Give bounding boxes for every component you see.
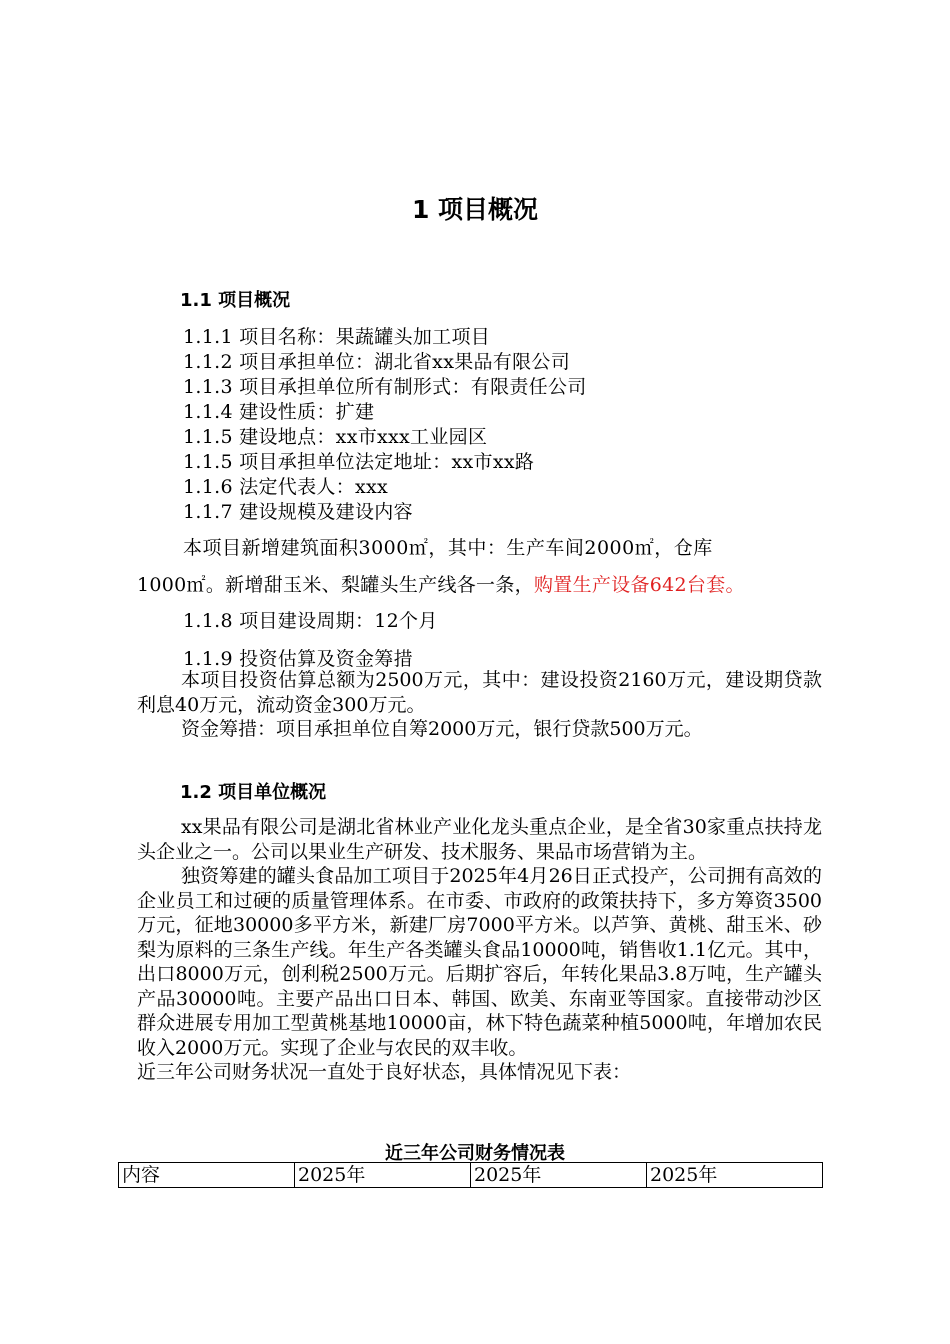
equipment-highlight: 购置生产设备642台套。 [533,574,745,596]
scale-paragraph-line-1: 本项目新增建筑面积3000㎡，其中：生产车间2000㎡，仓库 [183,537,713,559]
company-history-paragraph: 独资筹建的罐头食品加工项目于2025年4月26日正式投产，公司拥有高效的企业员工和过硬的质量管理体系。在市委、市政府的政策扶持下，多方筹资3500万元，征地30000多平方米，新建厂房7000平方米。以芦笋、黄桃、甜玉米、砂梨为原料的三条生产线。年生产各类罐头食品10000吨，销售收1.1亿元。其中，出口8000万元，创利税2500万元。后期扩容后，年转化果品3.8万吨，生产罐头产品30000吨。主要产品出口日本、韩国、欧美、东南亚等国家。直接带动沙区群众进展专用加工型黄桃基地10000亩，林下特色蔬菜种植5000吨，年增加农民收入2000万元。实现了企业与农民的双丰收。 [137,865,822,1059]
table-header-cell: 2025年 [647,1163,823,1188]
item-ownership-form: 1.1.3 项目承担单位所有制形式：有限责任公司 [183,376,587,398]
section-1-1-title: 1.1 项目概况 [180,290,291,311]
item-undertaking-unit: 1.1.2 项目承担单位：湖北省xx果品有限公司 [183,351,571,373]
section-1-2-title: 1.2 项目单位概况 [180,782,327,803]
item-project-name: 1.1.1 项目名称：果蔬罐头加工项目 [183,326,491,348]
item-construction-nature: 1.1.4 建设性质：扩建 [183,401,375,423]
financial-table [118,1162,823,1188]
scale-text: 1000㎡。新增甜玉米、梨罐头生产线各一条， [137,574,534,596]
item-legal-address: 1.1.5 项目承担单位法定地址：xx市xx路 [183,451,535,473]
table-caption: 近三年公司财务情况表 [385,1143,565,1164]
item-scale-content-title: 1.1.7 建设规模及建设内容 [183,501,413,523]
item-legal-representative: 1.1.6 法定代表人：xxx [183,476,389,498]
investment-paragraph [137,668,822,742]
scale-paragraph-line-2 [137,570,745,597]
funding-text: 资金筹措：项目承担单位自筹2000万元，银行贷款500万元。 [181,718,703,740]
item-construction-period: 1.1.8 项目建设周期：12个月 [183,610,438,632]
chapter-heading: 1 项目概况 [411,195,539,224]
investment-text: 本项目投资估算总额为2500万元，其中：建设投资2160万元，建设期贷款利息40万元，流动资金300万元。 [137,669,822,716]
item-construction-site: 1.1.5 建设地点：xx市xxx工业园区 [183,426,488,448]
company-overview [137,815,822,1085]
item-investment-title: 1.1.9 投资估算及资金筹措 [183,648,413,670]
finance-intro-paragraph: 近三年公司财务状况一直处于良好状态，具体情况见下表： [137,1061,632,1083]
table-header-cell: 2025年 [295,1163,471,1188]
table-header-cell: 内容 [119,1163,295,1188]
table-header-cell: 2025年 [471,1163,647,1188]
company-intro-paragraph: xx果品有限公司是湖北省林业产业化龙头重点企业，是全省30家重点扶持龙头企业之一。公司以果业生产研发、技术服务、果品市场营销为主。 [137,816,822,863]
table-header-row [119,1163,823,1188]
